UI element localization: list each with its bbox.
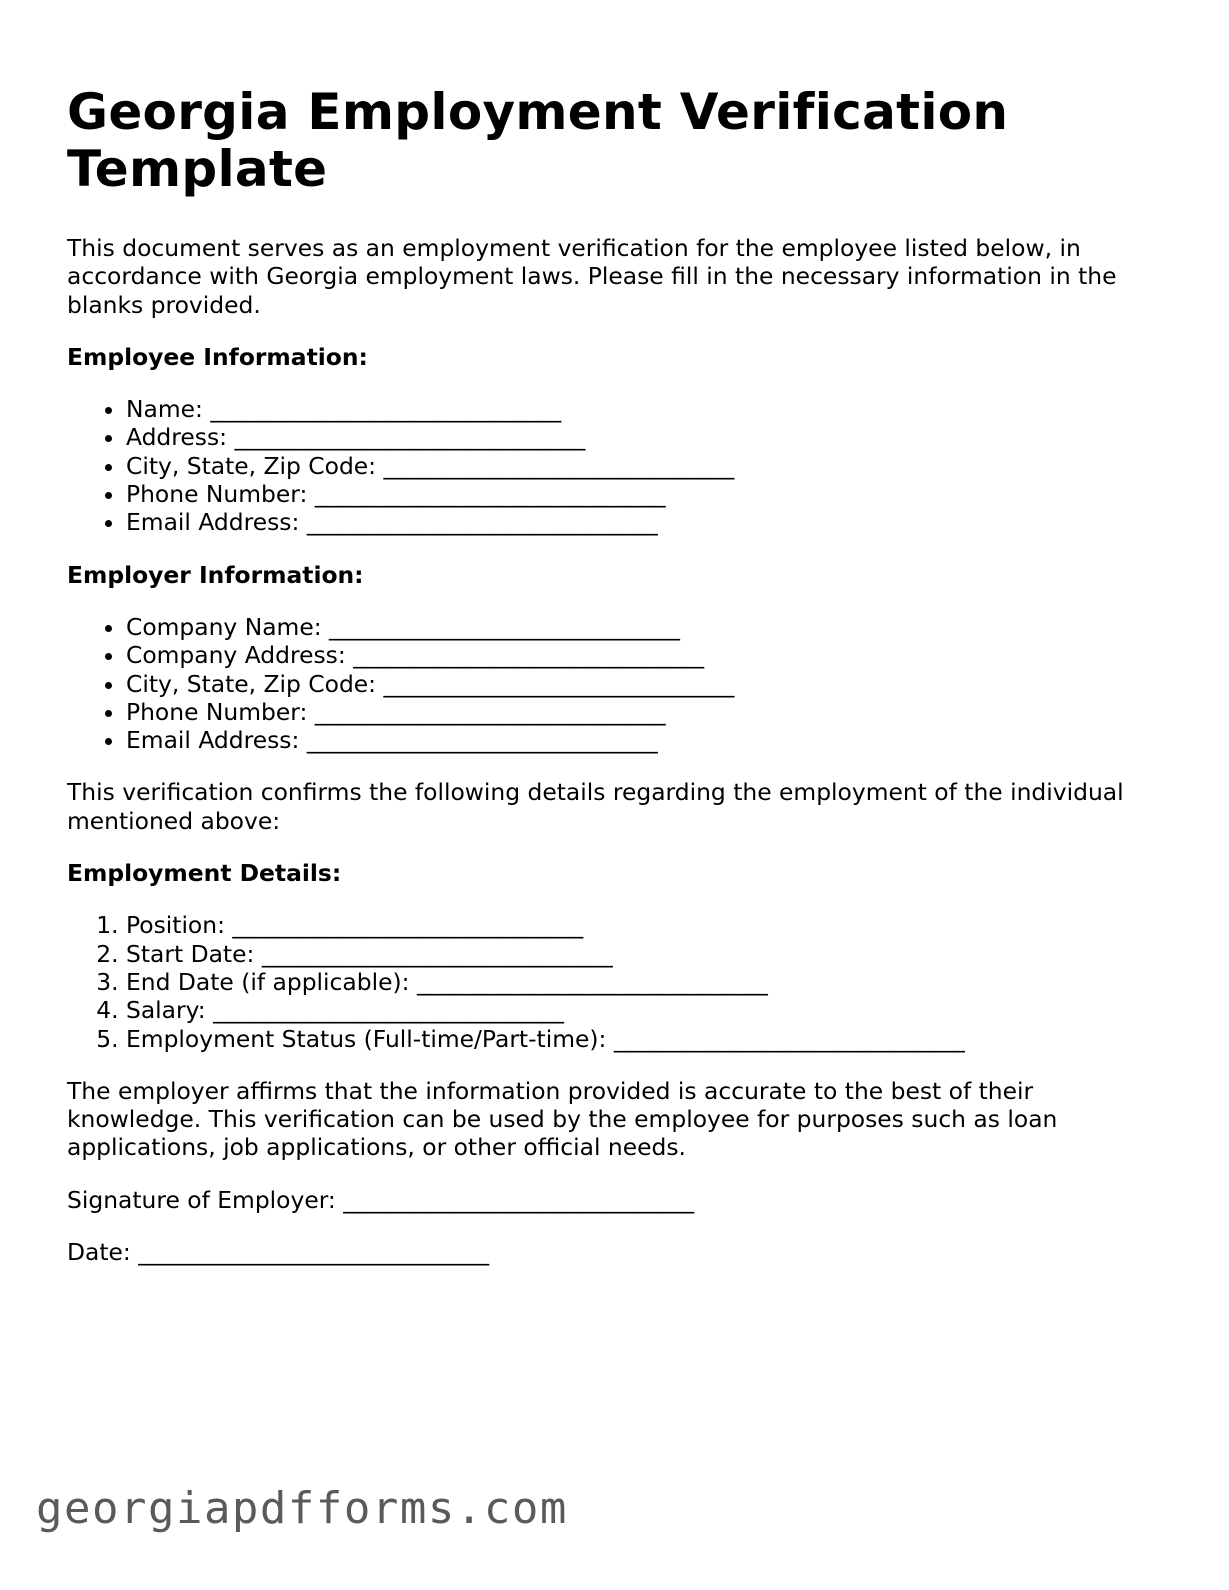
employee-address-field: • Address: ______________________________ xyxy=(126,423,1167,451)
employee-name-field: • Name: ______________________________ xyxy=(126,395,1167,423)
employer-signature-field: Signature of Employer: ______________________________ xyxy=(67,1185,695,1214)
blank-line: ______________________________ xyxy=(314,697,666,726)
page-title: Georgia Employment Verification Template xyxy=(67,83,1009,198)
start-date-field: 2. Start Date: ______________________________ xyxy=(126,940,1167,968)
employee-city-state-zip-field: • City, State, Zip Code: ______________________________ xyxy=(126,452,1167,480)
blank-line: ______________________________ xyxy=(234,423,586,452)
employee-field-list xyxy=(67,395,1167,536)
blank-line: ______________________________ xyxy=(232,911,584,940)
employer-field-list xyxy=(67,613,1167,754)
employment-section-heading: Employment Details: xyxy=(67,859,342,888)
blank-line: ______________________________ xyxy=(261,939,613,968)
employee-email-field: • Email Address: ______________________________ xyxy=(126,508,1167,536)
company-name-field: • Company Name: ______________________________ xyxy=(126,613,1167,641)
position-field: 1. Position: ______________________________ xyxy=(126,911,1167,939)
blank-line: ______________________________ xyxy=(353,641,705,670)
confirmation-paragraph: This verification confirms the following details regarding the employment of the individual mentioned above: xyxy=(67,778,1124,835)
blank-line: ______________________________ xyxy=(210,395,562,424)
blank-line: ______________________________ xyxy=(383,669,735,698)
blank-line: ______________________________ xyxy=(383,451,735,480)
employment-field-list xyxy=(67,911,1167,1052)
watermark-text: georgiapdfforms.com xyxy=(36,1483,568,1534)
company-email-field: • Email Address: ______________________________ xyxy=(126,726,1167,754)
blank-line: ______________________________ xyxy=(213,996,564,1025)
blank-line: ______________________________ xyxy=(343,1185,695,1214)
employment-status-field: 5. Employment Status (Full-time/Part-time): ______________________________ xyxy=(126,1025,1167,1053)
employer-section-heading: Employer Information: xyxy=(67,560,364,589)
company-city-state-zip-field: • City, State, Zip Code: ______________________________ xyxy=(126,670,1167,698)
employee-phone-field: • Phone Number: ______________________________ xyxy=(126,480,1167,508)
blank-line: ______________________________ xyxy=(314,480,666,509)
intro-paragraph: This document serves as an employment verification for the employee listed below, in accordance with Georgia employment laws. Please fill in the necessary information in the blanks provided. xyxy=(67,234,1117,319)
date-field: Date: ______________________________ xyxy=(67,1238,490,1267)
end-date-field: 3. End Date (if applicable): ______________________________ xyxy=(126,968,1167,996)
employee-section-heading: Employee Information: xyxy=(67,342,368,371)
blank-line: ______________________________ xyxy=(416,967,768,996)
affirmation-paragraph: The employer affirms that the information provided is accurate to the best of their knowledge. This verification can be used by the employee for purposes such as loan applications, job applications, or other official needs. xyxy=(67,1076,1058,1162)
company-phone-field: • Phone Number: ______________________________ xyxy=(126,698,1167,726)
blank-line: ______________________________ xyxy=(138,1238,490,1267)
company-address-field: • Company Address: ______________________________ xyxy=(126,641,1167,669)
document-page xyxy=(67,84,1167,1290)
blank-line: ______________________________ xyxy=(329,612,680,641)
blank-line: ______________________________ xyxy=(306,726,658,755)
blank-line: ______________________________ xyxy=(306,508,658,537)
blank-line: ______________________________ xyxy=(613,1024,965,1053)
salary-field: 4. Salary: ______________________________ xyxy=(126,996,1167,1024)
